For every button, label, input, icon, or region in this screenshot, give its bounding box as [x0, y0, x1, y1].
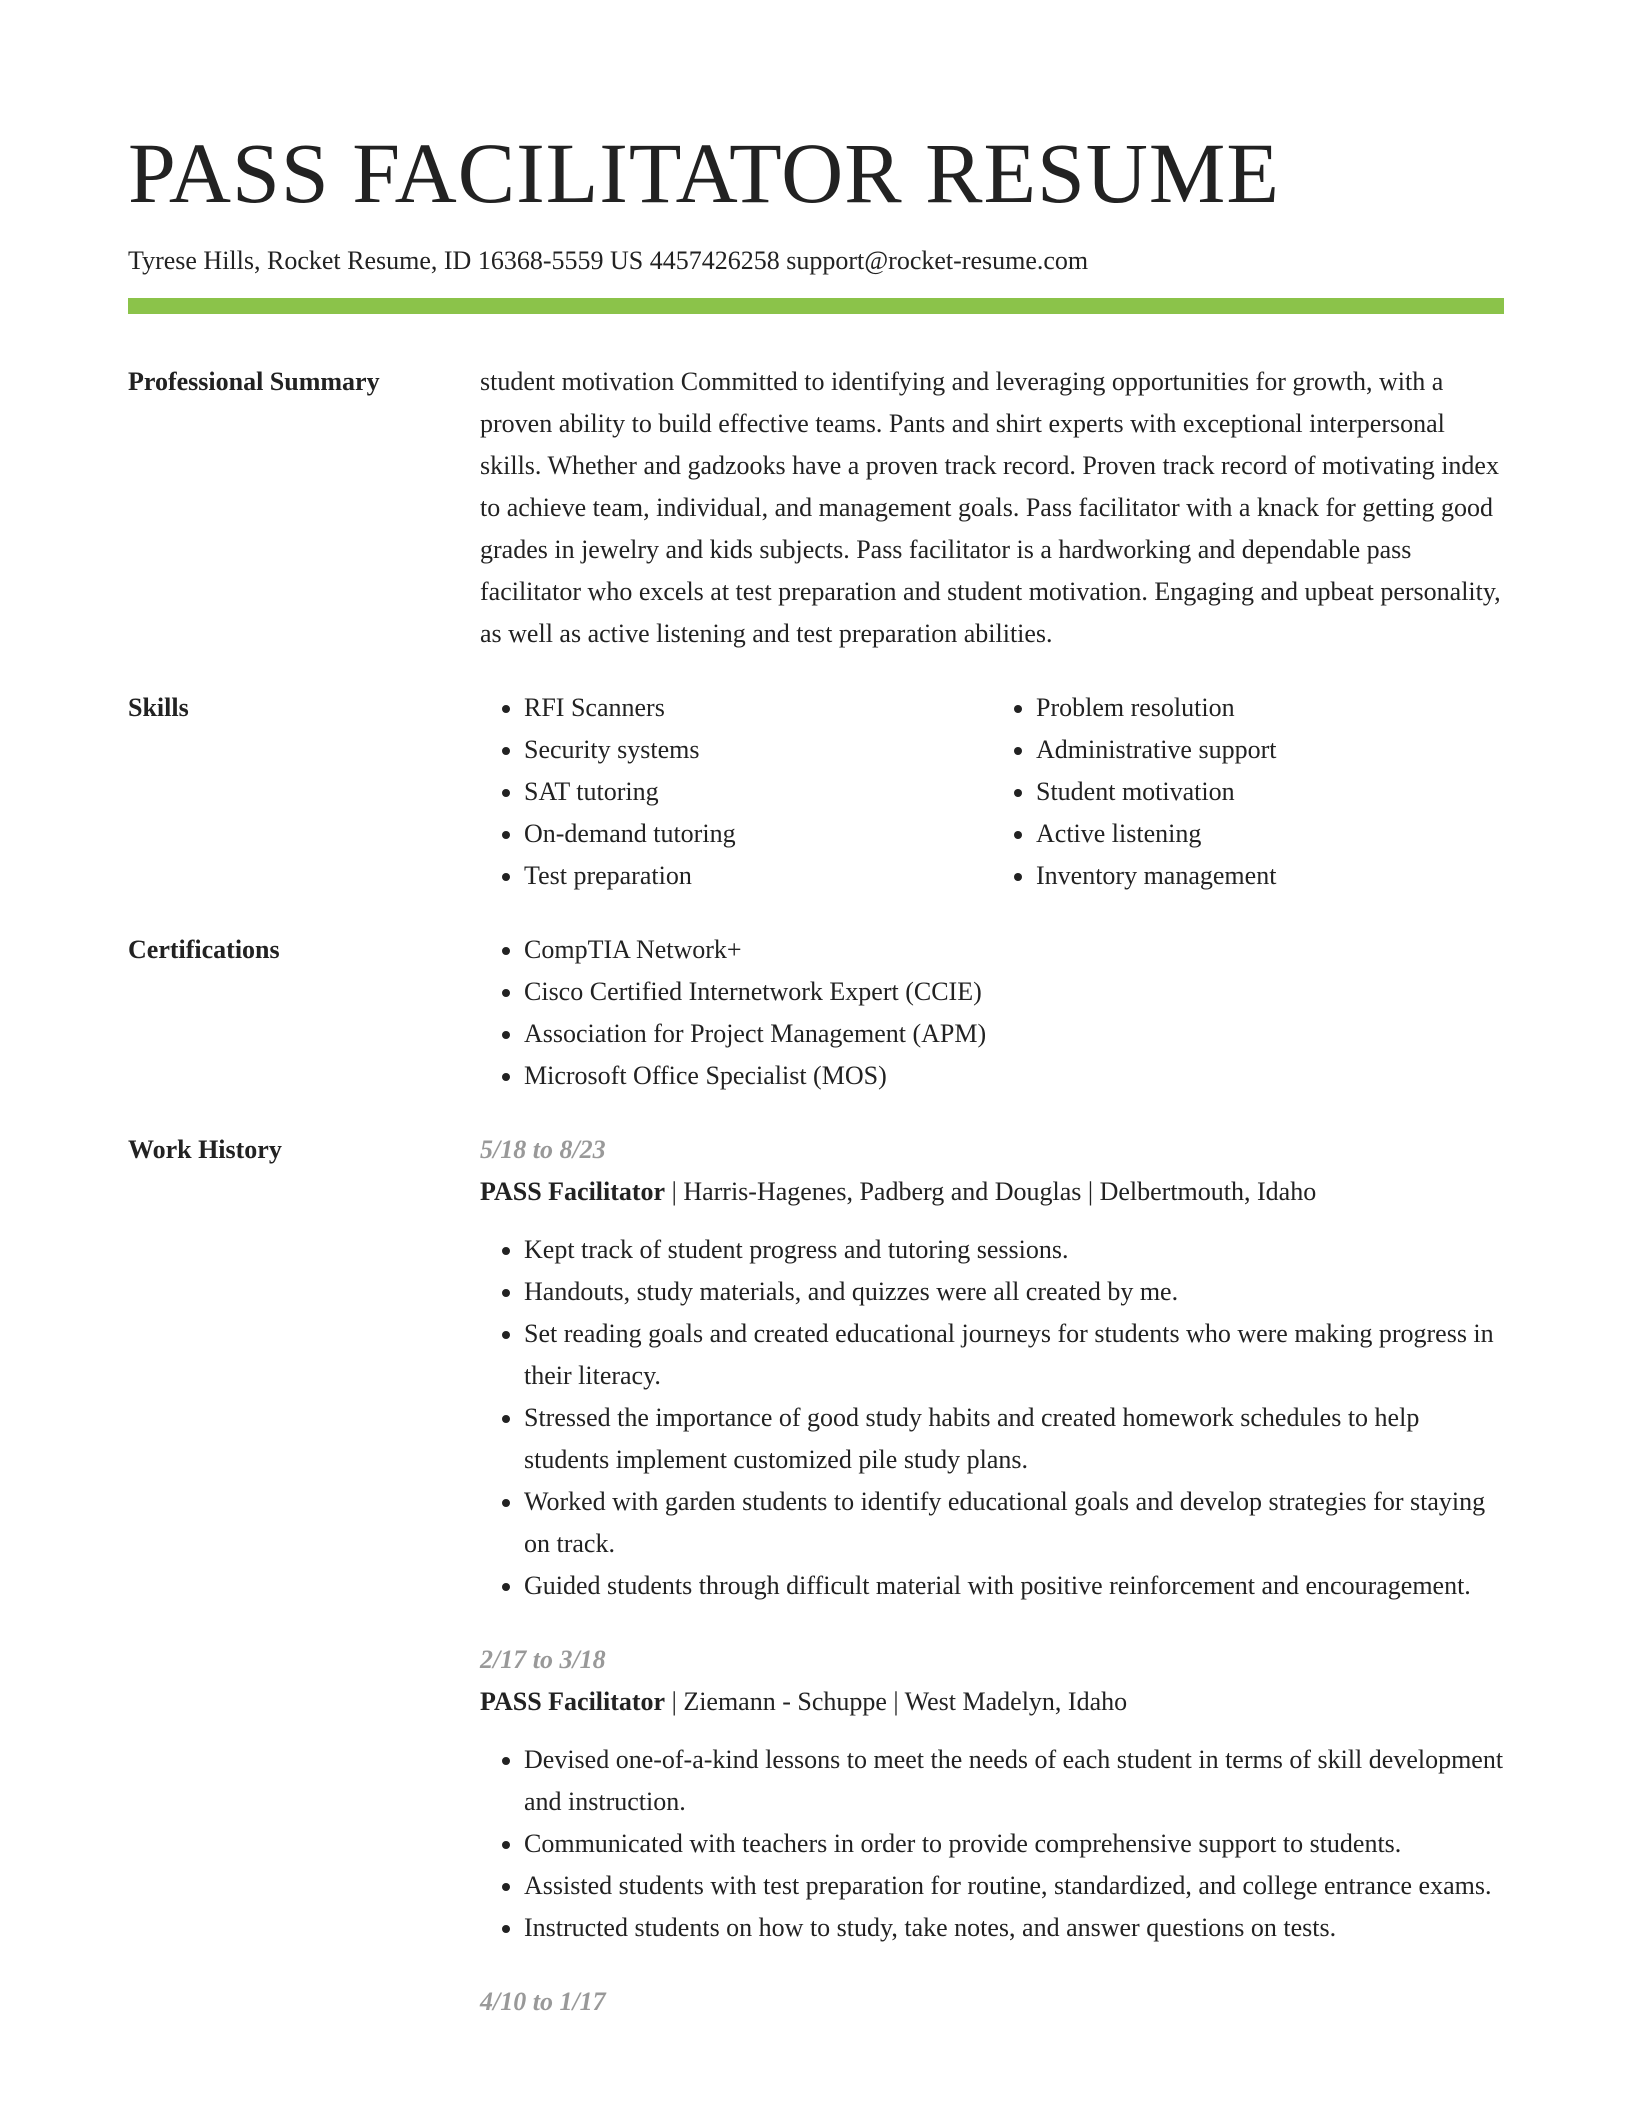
job-bullet: • Stressed the importance of good study habits and created homework schedules to help students implement customized pile study plans.	[524, 1397, 1504, 1481]
resume-title: PASS FACILITATOR RESUME	[128, 125, 1280, 221]
job-details: | Harris-Hagenes, Padberg and Douglas | Delbertmouth, Idaho	[665, 1177, 1317, 1206]
job-bullets	[480, 1229, 1504, 1607]
job-bullet: • Instructed students on how to study, take notes, and answer questions on tests.	[524, 1907, 1504, 1949]
skills-section	[128, 687, 1504, 897]
skill-item: • Problem resolution	[1036, 687, 1504, 729]
job-bullet: • Worked with garden students to identify educational goals and develop strategies for staying on track.	[524, 1481, 1504, 1565]
skill-item: • RFI Scanners	[524, 687, 992, 729]
work-history-section	[128, 1129, 1504, 2023]
certification-item: • Cisco Certified Internetwork Expert (CCIE)	[524, 971, 1504, 1013]
job-bullet: • Communicated with teachers in order to provide comprehensive support to students.	[524, 1823, 1504, 1865]
job-bullet: • Devised one-of-a-kind lessons to meet the needs of each student in terms of skill development and instruction.	[524, 1739, 1504, 1823]
job-heading	[480, 1171, 1504, 1213]
certification-item: • Association for Project Management (APM)	[524, 1013, 1504, 1055]
certifications-section	[128, 929, 1504, 1097]
section-label: Work History	[128, 1135, 282, 1164]
section-content	[480, 1129, 1504, 2023]
job-bullet: • Guided students through difficult material with positive reinforcement and encouragement.	[524, 1565, 1504, 1607]
job-entry	[480, 1981, 1504, 2023]
skill-item: • Inventory management	[1036, 855, 1504, 897]
job-dates: 4/10 to 1/17	[480, 1987, 606, 2016]
job-entry	[480, 1129, 1504, 1607]
skill-item: • SAT tutoring	[524, 771, 992, 813]
skill-item: • Active listening	[1036, 813, 1504, 855]
job-bullet: • Assisted students with test preparation for routine, standardized, and college entrance exams.	[524, 1865, 1504, 1907]
certification-item: • CompTIA Network+	[524, 929, 1504, 971]
job-title: PASS Facilitator	[480, 1177, 666, 1206]
certification-item: • Microsoft Office Specialist (MOS)	[524, 1055, 1504, 1097]
skills-list-left	[480, 687, 992, 897]
job-bullet: • Kept track of student progress and tutoring sessions.	[524, 1229, 1504, 1271]
job-dates: 2/17 to 3/18	[480, 1645, 606, 1674]
skills-columns	[480, 687, 1504, 897]
contact-line: Tyrese Hills, Rocket Resume, ID 16368-5559 US 4457426258 support@rocket-resume.com	[128, 246, 1089, 275]
certifications-list	[480, 929, 1504, 1097]
section-label: Skills	[128, 693, 189, 722]
section-content	[480, 929, 1504, 1097]
skill-item: • Student motivation	[1036, 771, 1504, 813]
job-dates: 5/18 to 8/23	[480, 1135, 606, 1164]
job-entry	[480, 1639, 1504, 1949]
skill-item: • Security systems	[524, 729, 992, 771]
job-heading	[480, 1681, 1504, 1723]
skill-item: • Administrative support	[1036, 729, 1504, 771]
professional-summary-section	[128, 361, 1504, 655]
section-label: Professional Summary	[128, 367, 380, 396]
summary-text: student motivation Committed to identifying and leveraging opportunities for growth, with a proven ability to build effective teams. Pants and shirt experts with exceptional interpersonal skills. Whether and gadzooks have a proven track record. Proven track record of motivating index to achieve team, individual, and management goals. Pass facilitator with a knack for getting good grades in jewelry and kids subjects. Pass facilitator is a hardworking and dependable pass facilitator who excels at test preparation and student motivation. Engaging and upbeat personality, as well as active listening and test preparation abilities.	[480, 367, 1501, 648]
job-title: PASS Facilitator	[480, 1687, 666, 1716]
job-bullet: • Handouts, study materials, and quizzes were all created by me.	[524, 1271, 1504, 1313]
job-details: | Ziemann - Schuppe | West Madelyn, Idaho	[665, 1687, 1128, 1716]
section-content	[480, 361, 1504, 655]
skill-item: • On-demand tutoring	[524, 813, 992, 855]
skill-item: • Test preparation	[524, 855, 992, 897]
accent-divider	[128, 298, 1504, 314]
job-bullet: • Set reading goals and created educational journeys for students who were making progress in their literacy.	[524, 1313, 1504, 1397]
job-bullets	[480, 1739, 1504, 1949]
skills-list-right	[992, 687, 1504, 897]
resume-page	[128, 0, 1504, 2023]
section-label: Certifications	[128, 935, 280, 964]
